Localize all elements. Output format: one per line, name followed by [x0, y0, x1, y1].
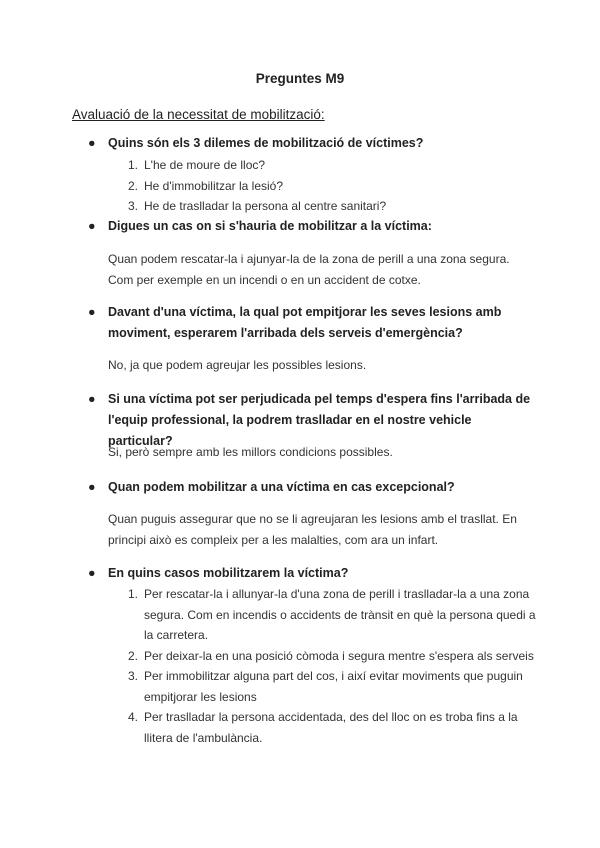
answer-2: Quan podem rescatar-la i ajunyar-la de la zona de perill a una zona segura. Com per exemple en un incendi o en un accident de cotxe.: [108, 252, 510, 287]
bullet-icon: ●: [88, 566, 96, 580]
list-item: 1. L'he de moure de lloc?: [128, 158, 266, 172]
bullet-icon: ●: [88, 392, 96, 406]
list-item: 2. He d'immobilitzar la lesió?: [128, 178, 284, 193]
answer-3: No, ja que podem agreujar les possibles lesions.: [108, 358, 367, 372]
bullet-icon: ●: [88, 219, 96, 233]
question-text: Quins són els 3 dilemes de mobilització de víctimes?: [108, 136, 424, 150]
list-item: 3. He de traslladar la persona al centre sanitari?: [128, 199, 387, 213]
bullet-icon: ●: [88, 480, 96, 494]
answer-4: Si, però sempre amb les millors condicions possibles.: [108, 445, 393, 459]
question-6-list: [108, 584, 538, 748]
question-text: Si una víctima pot ser perjudicada pel temps d'espera fins l'arribada de l'equip professional, la podrem traslladar en el nostre vehicle particular?: [108, 392, 531, 448]
list-item: 2. Per deixar-la en una posició còmoda i segura mentre s'espera als serveis: [128, 648, 534, 663]
list-item: 4. Per traslladar la persona accidentada, des del lloc on es troba fins a la llitera de l'ambulància.: [128, 710, 518, 745]
answer-5: Quan puguis assegurar que no se li agreujaran les lesions amb el trasllat. En principi això es compleix per a les malalties, com ara un infart.: [108, 512, 517, 547]
question-text: Digues un cas on si s'hauria de mobilitzar a la víctima:: [108, 219, 432, 233]
question-1-list: [108, 155, 538, 217]
document-title: Preguntes M9: [255, 71, 345, 86]
question-text: En quins casos mobilitzarem la víctima?: [108, 566, 349, 580]
list-item: 3. Per immobilitzar alguna part del cos, i així evitar moviments que puguin empitjorar les lesions: [128, 669, 523, 704]
question-text: Davant d'una víctima, la qual pot empitjorar les seves lesions amb moviment, esperarem l'arribada dels serveis d'emergència?: [108, 305, 502, 340]
list-item: 1. Per rescatar-la i allunyar-la d'una zona de perill i traslladar-la a una zona segura. Com en incendis o accidents de trànsit en què la persona quedi a la carretera.: [128, 587, 536, 642]
section-heading: Avaluació de la necessitat de mobilització:: [72, 107, 325, 122]
question-text: Quan podem mobilitzar a una víctima en cas excepcional?: [108, 480, 455, 494]
bullet-icon: ●: [88, 136, 96, 150]
bullet-icon: ●: [88, 305, 96, 319]
